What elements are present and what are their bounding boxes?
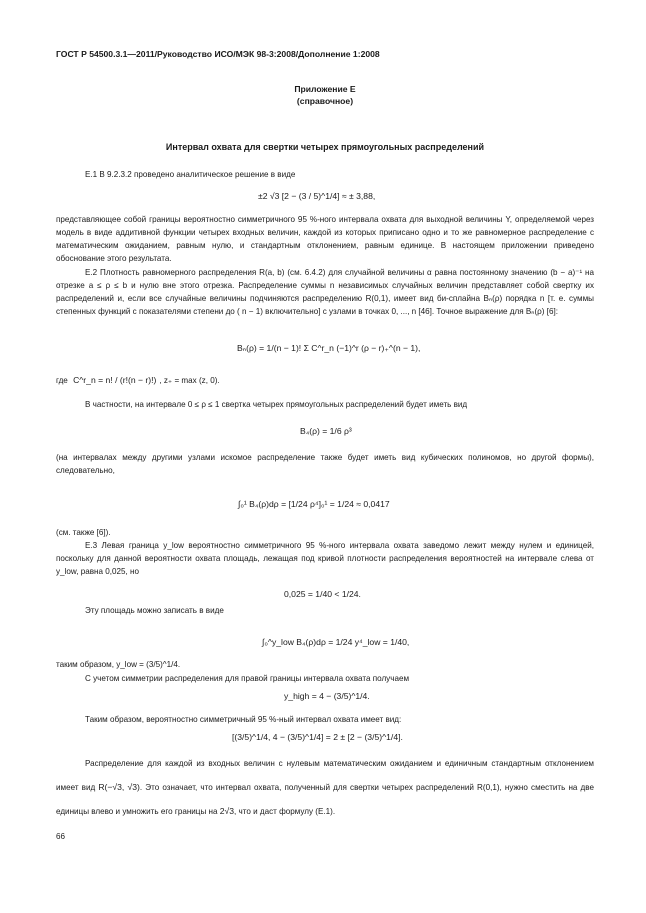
appendix-label: Приложение Е [294, 84, 356, 94]
para-interval: В частности, на интервале 0 ≤ ρ ≤ 1 свертка четырех прямоугольных распределений будет иметь вид [85, 400, 468, 409]
para-thus-2: Таким образом, вероятностно симметричный 95 %-ный интервал охвата имеет вид: [85, 715, 402, 724]
eq-int1-text: ∫₀¹ B₄(ρ)dρ = [1/24 ρ⁴]₀¹ = 1/24 ≈ 0,0417 [238, 499, 390, 509]
para-e1-intro: Е.1 В 9.2.3.2 проведено аналитическое решение в виде [85, 170, 296, 179]
eq-bn-text: Bₙ(ρ) = 1/(n − 1)! Σ C^r_n (−1)^r (ρ − r)₊^(n − 1), [237, 343, 421, 353]
para-thus: таким образом, y_low = (3/5)^1/4. [56, 660, 181, 669]
equation-yhigh [284, 690, 370, 702]
eq-b4-text: B₄(ρ) = 1/6 ρ³ [300, 426, 352, 436]
eq-e1-text: ±2 √3 [2 − (3 / 5)^1/4] ≈ ± 3,88, [258, 191, 376, 201]
para-e1-body: представляющее собой границы вероятностно симметричного 95 %-ного интервала охвата для выходной величины Y, определяемой через модель в виде аддитивной функции четырех входных величин, каждой из которых приписано одно и то же равномерное распределение с математическим ожиданием, равным нулю, и стандартным отклонением, равным единице. В настоящем приложении приведено обоснование этого результата. [56, 215, 594, 263]
eq-ineq-text: 0,025 = 1/40 < 1/24. [284, 589, 361, 599]
equation-inequality [284, 588, 361, 600]
para-e3: Е.3 Левая граница y_low вероятностно симметричного 95 %-ного интервала охвата заведомо лежит между нулем и единицей, поскольку для данной вероятности охвата площадь, лежащая под кривой плотности распределения вероятностей на интервале слева от y_low, равна 0,025, но [56, 541, 594, 576]
para-see-also: (см. также [6]). [56, 528, 111, 537]
para-symmetry: С учетом симметрии распределения для правой границы интервала охвата получаем [85, 674, 410, 683]
eq-r-dist: R(−√3, √3) [98, 782, 140, 792]
section-title: Интервал охвата для свертки четырех прямоугольных распределений [165, 142, 485, 152]
para-final: Распределение для каждой из входных величин с нулевым математическим ожиданием и единичным стандартным отклонением имеет вид R(−√3, √3). Это означает, что интервал охвата, полученный для свертки четырех распределений R(0,1), нужно сместить на две единицы влево и умножить его границы на 2√3, что и даст формулу (Е.1). [56, 759, 594, 816]
equation-integral-1 [238, 498, 390, 510]
page-number: 66 [56, 832, 66, 841]
equation-e1 [258, 190, 375, 202]
appendix-type: (справочное) [296, 96, 354, 106]
eq-interval-text: [(3/5)^1/4, 4 − (3/5)^1/4] = 2 ± [2 − (3/5)^1/4]. [232, 732, 403, 742]
para-e2: Е.2 Плотность равномерного распределения R(a, b) (см. 6.4.2) для случайной величины α равна постоянному значению (b − a)⁻¹ на отрезке a ≤ ρ ≤ b и нулю вне этого отрезка. Распределение суммы n независимых случайных величин представляет собой свертку их распределений и, если все случайные величины подчиняются распределению R(0,1), имеет вид би-сплайна Bₙ(ρ) порядка n [т. е. суммы степенных функций с показателями степени до ( n − 1) включительно] с узлами в точках 0, ..., n [46]. Точное выражение для Bₙ(ρ) [6]: [56, 268, 594, 316]
equation-integral-2 [262, 636, 409, 648]
equation-interval [232, 731, 403, 743]
eq-factor: 2√3 [219, 806, 235, 816]
equation-b4 [300, 425, 352, 437]
eq-yhigh-text: y_high = 4 − (3/5)^1/4. [284, 691, 370, 701]
equation-bn [237, 342, 420, 354]
appendix-heading [56, 83, 594, 107]
eq-int2-text: ∫₀^y_low B₄(ρ)dρ = 1/24 y⁴_low = 1/40, [262, 637, 410, 647]
para-area: Эту площадь можно записать в виде [85, 606, 224, 615]
para-where: где C^r_n = n! / (r!(n − r)!) , z₊ = max (z, 0). [56, 375, 220, 385]
para-other-intervals: (на интервалах между другими узлами искомое распределение также будет иметь вид кубических полиномов, но другой формы), следовательно, [56, 453, 594, 475]
eq-cnr: C^r_n = n! / (r!(n − r)!) [73, 375, 157, 385]
header-title: ГОСТ Р 54500.3.1—2011/Руководство ИСО/МЭК 98-3:2008/Дополнение 1:2008 [56, 49, 380, 59]
page-header [56, 48, 594, 61]
